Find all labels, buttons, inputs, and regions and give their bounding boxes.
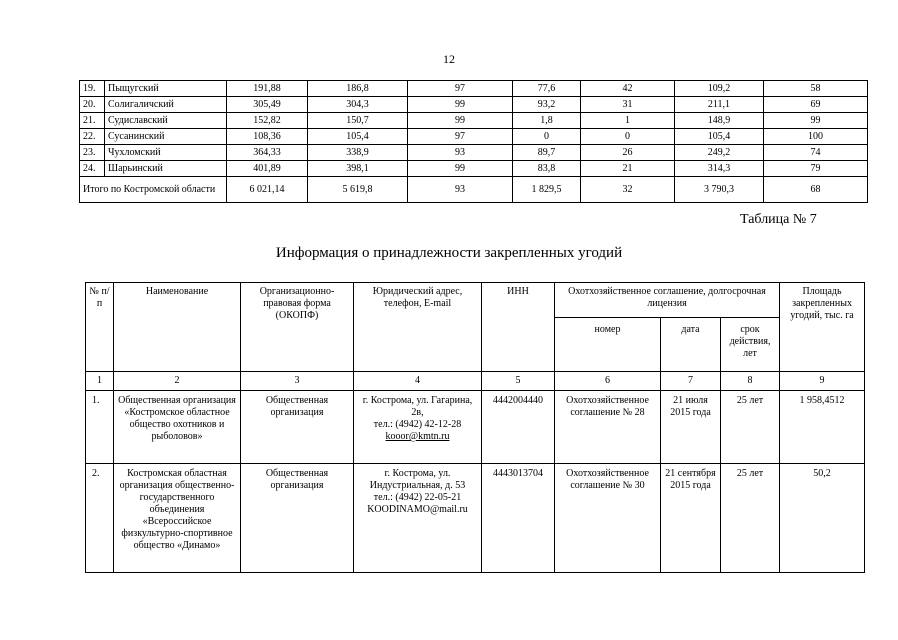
value-cell: 26 bbox=[581, 145, 675, 161]
value-cell: 211,1 bbox=[675, 97, 764, 113]
value-cell: 100 bbox=[764, 129, 868, 145]
phone: тел.: (4942) 42-12-28 bbox=[373, 419, 462, 430]
value-cell: 0 bbox=[581, 129, 675, 145]
email: KOODINAMO@mail.ru bbox=[367, 504, 468, 515]
district-name: Шарьинский bbox=[105, 161, 227, 177]
email: kooor@kmtn.ru bbox=[385, 431, 450, 442]
total-value: 32 bbox=[581, 177, 675, 203]
agreement-term: 25 лет bbox=[721, 464, 780, 573]
value-cell: 97 bbox=[408, 81, 513, 97]
value-cell: 99 bbox=[764, 113, 868, 129]
value-cell: 1 bbox=[581, 113, 675, 129]
value-cell: 105,4 bbox=[308, 129, 408, 145]
header-row bbox=[86, 283, 865, 318]
value-cell: 364,33 bbox=[227, 145, 308, 161]
org-name: Костромская областная организация общественно-государственного объединения «Всероссийское физкультурно-спортивное общество «Динамо» bbox=[114, 464, 241, 573]
value-cell: 79 bbox=[764, 161, 868, 177]
district-name: Солигаличский bbox=[105, 97, 227, 113]
address: г. Кострома, ул. Гагарина, 2в, bbox=[362, 395, 473, 418]
row-no: 20. bbox=[80, 97, 105, 113]
address-cell bbox=[354, 464, 482, 573]
value-cell: 42 bbox=[581, 81, 675, 97]
org-name: Общественная организация «Костромское областное общество охотников и рыболовов» bbox=[114, 391, 241, 464]
value-cell: 304,3 bbox=[308, 97, 408, 113]
total-value: 68 bbox=[764, 177, 868, 203]
value-cell: 338,9 bbox=[308, 145, 408, 161]
header-no: № п/п bbox=[86, 283, 114, 372]
row-no: 19. bbox=[80, 81, 105, 97]
value-cell: 93 bbox=[408, 145, 513, 161]
col-number: 5 bbox=[482, 372, 555, 391]
district-name: Пыщугский bbox=[105, 81, 227, 97]
header-number: номер bbox=[555, 318, 661, 372]
table-row bbox=[86, 464, 865, 573]
table-row bbox=[80, 113, 868, 129]
agreement: Охотхозяйственное соглашение № 30 bbox=[555, 464, 661, 573]
value-cell: 105,4 bbox=[675, 129, 764, 145]
value-cell: 150,7 bbox=[308, 113, 408, 129]
value-cell: 69 bbox=[764, 97, 868, 113]
total-value: 5 619,8 bbox=[308, 177, 408, 203]
col-number: 6 bbox=[555, 372, 661, 391]
header-date: дата bbox=[661, 318, 721, 372]
total-label: Итого по Костромской области bbox=[80, 177, 227, 203]
table-caption: Таблица № 7 bbox=[740, 212, 817, 227]
address: г. Кострома, ул. Индустриальная, д. 53 bbox=[369, 468, 466, 491]
value-cell: 99 bbox=[408, 113, 513, 129]
header-inn: ИНН bbox=[482, 283, 555, 372]
col-number: 3 bbox=[241, 372, 354, 391]
value-cell: 148,9 bbox=[675, 113, 764, 129]
header-area: Площадь закрепленных угодий, тыс. га bbox=[780, 283, 865, 372]
address-cell bbox=[354, 391, 482, 464]
value-cell: 398,1 bbox=[308, 161, 408, 177]
section-title: Информация о принадлежности закрепленных угодий bbox=[275, 245, 623, 261]
value-cell: 191,88 bbox=[227, 81, 308, 97]
value-cell: 89,7 bbox=[513, 145, 581, 161]
agreement-term: 25 лет bbox=[721, 391, 780, 464]
table-row bbox=[86, 391, 865, 464]
col-number: 8 bbox=[721, 372, 780, 391]
value-cell: 401,89 bbox=[227, 161, 308, 177]
value-cell: 186,8 bbox=[308, 81, 408, 97]
inn: 4443013704 bbox=[482, 464, 555, 573]
legal-form: Общественная организация bbox=[241, 464, 354, 573]
value-cell: 58 bbox=[764, 81, 868, 97]
value-cell: 108,36 bbox=[227, 129, 308, 145]
value-cell: 0 bbox=[513, 129, 581, 145]
value-cell: 83,8 bbox=[513, 161, 581, 177]
value-cell: 152,82 bbox=[227, 113, 308, 129]
total-value: 6 021,14 bbox=[227, 177, 308, 203]
header-term: срок действия, лет bbox=[721, 318, 780, 372]
col-number: 4 bbox=[354, 372, 482, 391]
inn: 4442004440 bbox=[482, 391, 555, 464]
district-stats-table bbox=[79, 80, 868, 203]
col-number: 1 bbox=[86, 372, 114, 391]
col-number: 2 bbox=[114, 372, 241, 391]
value-cell: 21 bbox=[581, 161, 675, 177]
value-cell: 249,2 bbox=[675, 145, 764, 161]
value-cell: 77,6 bbox=[513, 81, 581, 97]
agreement: Охотхозяйственное соглашение № 28 bbox=[555, 391, 661, 464]
header-legal-form: Организационно-правовая форма (ОКОПФ) bbox=[241, 283, 354, 372]
row-no: 22. bbox=[80, 129, 105, 145]
total-value: 93 bbox=[408, 177, 513, 203]
agreement-date: 21 июля 2015 года bbox=[661, 391, 721, 464]
value-cell: 1,8 bbox=[513, 113, 581, 129]
ownership-table bbox=[85, 282, 865, 573]
agreement-date: 21 сентября 2015 года bbox=[661, 464, 721, 573]
value-cell: 305,49 bbox=[227, 97, 308, 113]
total-value: 1 829,5 bbox=[513, 177, 581, 203]
phone: тел.: (4942) 22-05-21 bbox=[373, 492, 462, 503]
value-cell: 97 bbox=[408, 129, 513, 145]
table-row bbox=[80, 129, 868, 145]
value-cell: 93,2 bbox=[513, 97, 581, 113]
row-no: 1. bbox=[86, 391, 114, 464]
table-row bbox=[80, 81, 868, 97]
total-value: 3 790,3 bbox=[675, 177, 764, 203]
header-address: Юридический адрес, телефон, E-mail bbox=[354, 283, 482, 372]
row-no: 24. bbox=[80, 161, 105, 177]
header-name: Наименование bbox=[114, 283, 241, 372]
value-cell: 74 bbox=[764, 145, 868, 161]
col-number: 9 bbox=[780, 372, 865, 391]
value-cell: 314,3 bbox=[675, 161, 764, 177]
table-row bbox=[80, 161, 868, 177]
total-row bbox=[80, 177, 868, 203]
area: 1 958,4512 bbox=[780, 391, 865, 464]
row-no: 21. bbox=[80, 113, 105, 129]
row-no: 2. bbox=[86, 464, 114, 573]
page-number: 12 bbox=[443, 52, 455, 66]
header-agreement: Охотхозяйственное соглашение, долгосрочная лицензия bbox=[555, 283, 780, 318]
table-row bbox=[80, 145, 868, 161]
row-no: 23. bbox=[80, 145, 105, 161]
value-cell: 31 bbox=[581, 97, 675, 113]
district-name: Судиславский bbox=[105, 113, 227, 129]
column-number-row bbox=[86, 372, 865, 391]
value-cell: 99 bbox=[408, 161, 513, 177]
col-number: 7 bbox=[661, 372, 721, 391]
area: 50,2 bbox=[780, 464, 865, 573]
legal-form: Общественная организация bbox=[241, 391, 354, 464]
district-name: Чухломский bbox=[105, 145, 227, 161]
value-cell: 109,2 bbox=[675, 81, 764, 97]
district-name: Сусанинский bbox=[105, 129, 227, 145]
value-cell: 99 bbox=[408, 97, 513, 113]
table-row bbox=[80, 97, 868, 113]
